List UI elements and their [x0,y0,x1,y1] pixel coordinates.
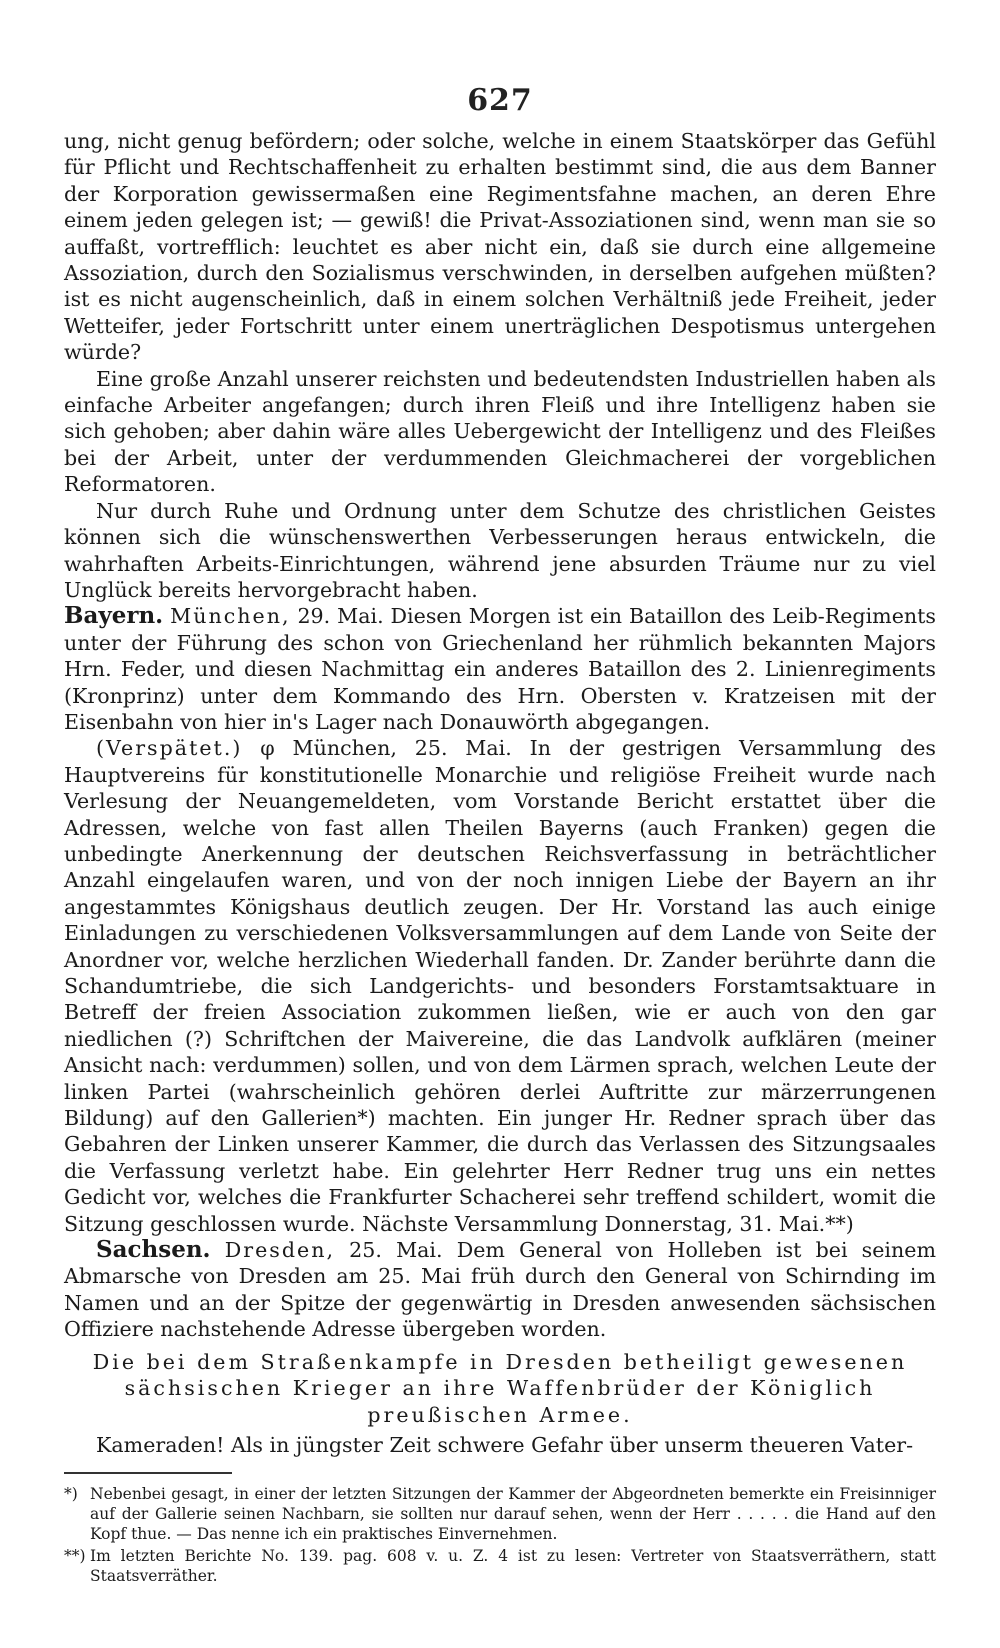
address-start: Kameraden! Als in jüngster Zeit schwere Gefahr über unserm theueren Vater- [96,1432,914,1457]
article-body [64,128,936,1458]
footnote-1 [64,1484,936,1544]
sachsen-text: 25. Mai. Dem General von Holleben ist bei seinem Abmarsche von Dresden am 25. Mai früh durch den General von Schirnding im Namen und an der Spitze der gegenwärtig in Dresden anwesenden sächsischen Offiziere nachstehende Adresse übergeben worden. [64,1238,936,1342]
footnotes [64,1484,936,1586]
page-number: 627 [467,83,533,118]
verspaetet-place: München, [292,736,397,761]
bayern-text: 29. Mai. Diesen Morgen ist ein Bataillon des Leib-Regiments unter der Führung des schon von Griechenland her rühmlich bekannten Majors Hrn. Feder, und diesen Nachmittag ein anderes Bataillon des 2. Linienregiments (Kronprinz) unter dem Kommando des Hrn. Obersten v. Kratzeisen mit der Eisenbahn von hier in's Lager nach Donauwörth abgegangen. [64,604,936,734]
footnote-text: Im letzten Berichte No. 139. pag. 608 v. u. Z. 4 ist zu lesen: Vertreter von Staatsverräthern, statt Staatsverräther. [90,1547,936,1586]
footnote-mark: *) [64,1485,78,1504]
footnote-2 [64,1546,936,1586]
bayern-section [64,603,936,735]
sachsen-place: Dresden, [224,1238,336,1263]
verspaetet-text: 25. Mai. In der gestrigen Versammlung des Hauptvereins für konstitutionelle Monarchie und religiöse Freiheit wurde nach Verlesung der Neuangemeldeten, vom Vorstande Bericht erstattet über die Adressen, welche von fast allen Theilen Bayerns (auch Franken) gegen die unbedingte Anerkennung der deutschen Reichsverfassung in beträchtlicher Anzahl eingelaufen waren, und von der noch innigen Liebe der Bayern an ihr angestammtes Königshaus deutlich zeugen. Der Hr. Vorstand las auch einige Einladungen zu verschiedenen Volksversammlungen auf dem Lande von Seite der Anordner vor, welche herzlichen Wiederhall fanden. Dr. Zander berührte dann die Schandumtriebe, die sich Landgerichts- und besonders Forstamtsaktuare in Betreff der freien Association zukommen ließen, wie er auch von den gar niedlichen (?) Schriftchen der Maivereine, die das Landvolk aufklären (meiner Ansicht nach: verdummen) sollen, und von dem Lärmen sprach, welchen Leute der linken Partei (wahrscheinlich gehören derlei Auftritte zur märzerrungenen Bildung) auf den Gallerien*) machten. Ein junger Hr. Redner sprach über das Gebahren der Linken unserer Kammer, die durch das Verlassen des Sitzungsaales die Verfassung verletzt habe. Ein gelehrter Herr Redner trug uns ein nettes Gedicht vor, welches die Frankfurter Schacherei sehr treffend schildert, womit die Sitzung geschlossen wurde. Nächste Versammlung Donnerstag, 31. Mai.**) [64,736,936,1236]
verspaetet-label: (Verspätet.) [96,736,243,761]
page [64,84,936,1588]
footnote-text: Nebenbei gesagt, in einer der letzten Sitzungen der Kammer der Abgeordneten bemerkte ein Freisinniger auf der Gallerie seinen Nachbarn, sie sollten nur darauf sehen, wenn der Herr . . . . . die Hand auf den Kopf thue. — Das nenne ich ein praktisches Einvernehmen. [90,1485,936,1544]
paragraph-1: ung, nicht genug befördern; oder solche, welche in einem Staatskörper das Gefühl für Pflicht und Rechtschaffenheit zu erhalten bestimmt sind, die aus dem Banner der Korporation gewissermaßen eine Regimentsfahne machen, an deren Ehre einem jeden gelegen ist; — gewiß! die Privat-Assoziationen sind, wenn man sie so auffaßt, vortrefflich: leuchtet es aber nicht ein, daß sie durch eine allgemeine Assoziation, durch den Sozialismus verschwinden, in derselben aufgehen müßten? ist es nicht augenscheinlich, daß in einem solchen Verhältniß jede Freiheit, jeder Wetteifer, jeder Fortschritt unter einem unerträglichen Despotismus untergehen würde? [64,129,936,365]
verspaetet-section [64,735,936,1237]
bayern-heading: Bayern. [64,602,164,630]
sachsen-section [64,1237,936,1343]
footnote-separator [64,1472,232,1474]
address-title: Die bei dem Straßenkampfe in Dresden betheiligt gewesenen sächsischen Krieger an ihre Waffenbrüder der Königlich preußischen Armee. [92,1349,908,1427]
paragraph-2: Eine große Anzahl unserer reichsten und bedeutendsten Industriellen haben als einfache Arbeiter angefangen; durch ihren Fleiß und ihre Intelligenz haben sie sich gehoben; aber dahin wäre alles Uebergewicht der Intelligenz und des Fleißes bei der Arbeit, unter der verdummenden Gleichmacherei der vorgeblichen Reformatoren. [64,366,936,497]
correspondent-sign: φ [260,736,275,761]
footnote-mark: **) [64,1547,86,1566]
sachsen-heading: Sachsen. [96,1236,211,1264]
paragraph-3: Nur durch Ruhe und Ordnung unter dem Schutze des christlichen Geistes können sich die wünschenswerthen Verbesserungen heraus entwickeln, die wahrhaften Arbeits-Einrichtungen, während jene absurden Träume nur zu viel Unglück bereits hervorgebracht haben. [64,498,936,602]
bayern-place: München, [170,604,291,629]
